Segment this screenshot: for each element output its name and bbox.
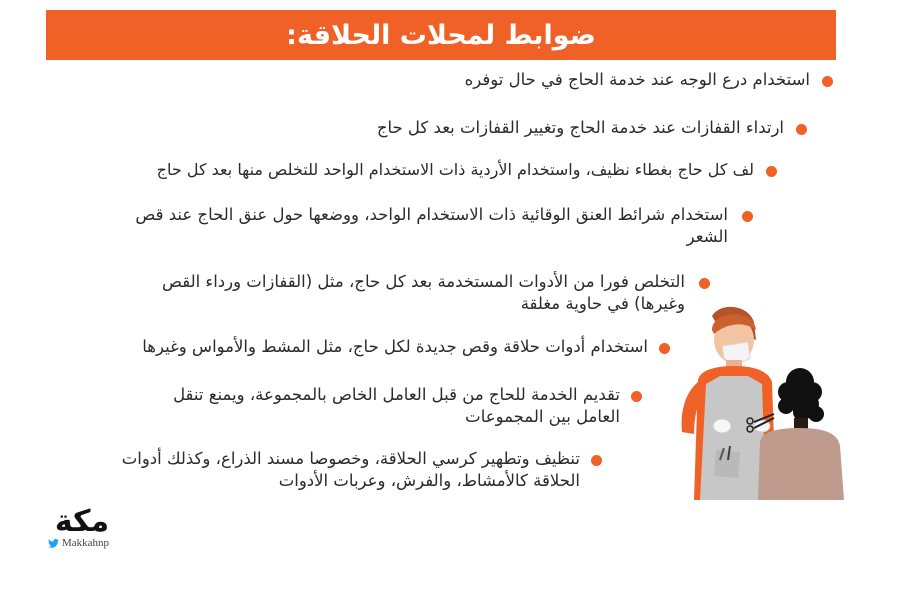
handle-text: Makkahnp bbox=[62, 537, 110, 549]
pilgrim-cape bbox=[758, 428, 844, 500]
pilgrim-head bbox=[778, 368, 824, 422]
apron bbox=[700, 376, 766, 500]
twitter-bird-icon bbox=[48, 539, 59, 548]
bullet-icon bbox=[766, 166, 777, 177]
list-item bbox=[84, 117, 784, 139]
item-text-line: الحلاقة كالأمشاط، والفرش، وعربات الأدوات bbox=[278, 471, 580, 490]
mask-icon bbox=[722, 342, 750, 363]
logo-text: مكة bbox=[54, 504, 110, 539]
brand-logo bbox=[48, 505, 109, 549]
item-text-line: التخلص فورا من الأدوات المستخدمة بعد كل حاج، مثل (القفازات ورداء القص bbox=[162, 272, 685, 291]
bullet-icon bbox=[591, 455, 602, 466]
item-text-line: ارتداء القفازات عند خدمة الحاج وتغيير القفازات بعد كل حاج bbox=[376, 118, 784, 137]
item-text-line: تنظيف وتطهير كرسي الحلاقة، وخصوصا مسند الذراع، وكذلك أدوات bbox=[121, 449, 580, 468]
social-handle[interactable] bbox=[48, 537, 109, 549]
item-text-line: الشعر bbox=[686, 227, 728, 246]
list-item bbox=[34, 159, 754, 181]
item-text-line: العامل بين المجموعات bbox=[465, 407, 620, 426]
list-item bbox=[110, 69, 810, 91]
list-item bbox=[20, 448, 580, 492]
item-text-line: استخدام شرائط العنق الوقائية ذات الاستخدام الواحد، ووضعها حول عنق الحاج عند قص bbox=[135, 205, 728, 224]
item-text-line: لف كل حاج بغطاء نظيف، واستخدام الأردية ذات الاستخدام الواحد للتخلص منها بعد كل حاج bbox=[156, 160, 754, 179]
page-title: ضوابط لمحلات الحلاقة: bbox=[286, 19, 596, 51]
glove bbox=[713, 419, 731, 433]
barber-illustration bbox=[650, 300, 850, 505]
item-text-line: وغيرها) في حاوية مغلقة bbox=[520, 294, 685, 313]
item-text-line: تقديم الخدمة للحاج من قبل العامل الخاص بالمجموعة، ويمنع تنقل bbox=[173, 385, 620, 404]
list-item bbox=[60, 384, 620, 428]
title-banner bbox=[46, 10, 836, 60]
item-text-line: استخدام أدوات حلاقة وقص جديدة لكل حاج، مثل المشط والأمواس وغيرها bbox=[142, 337, 648, 356]
bullet-icon bbox=[699, 278, 710, 289]
bullet-icon bbox=[822, 76, 833, 87]
item-text-line: استخدام درع الوجه عند خدمة الحاج في حال توفره bbox=[464, 70, 810, 89]
bullet-icon bbox=[631, 391, 642, 402]
list-item bbox=[48, 204, 728, 248]
bullet-icon bbox=[742, 211, 753, 222]
list-item bbox=[48, 336, 648, 358]
list-item bbox=[85, 271, 685, 315]
bullet-icon bbox=[796, 124, 807, 135]
